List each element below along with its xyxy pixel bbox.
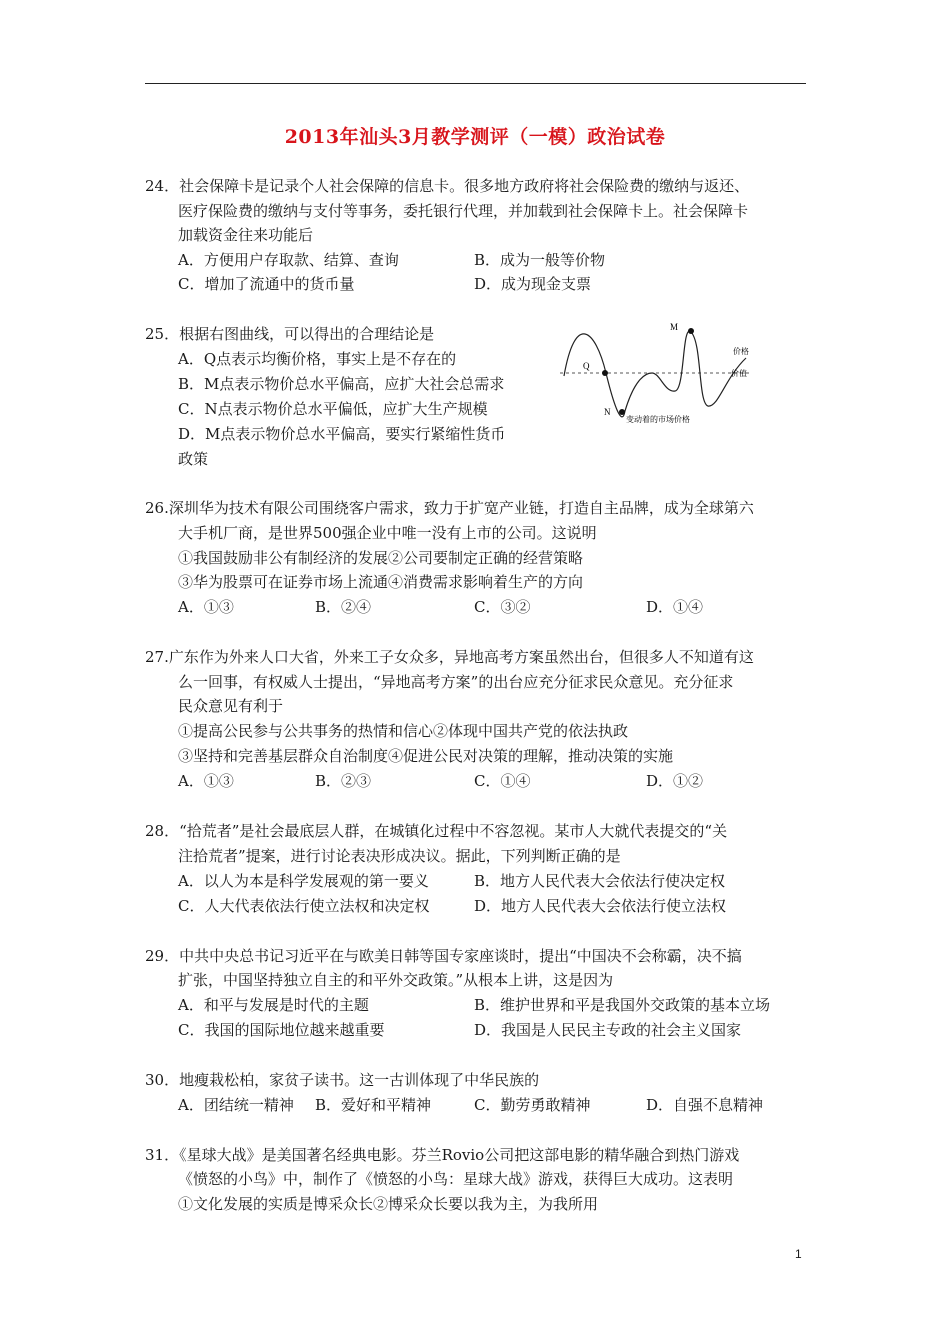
- q29-option-d: D．我国是人民民主专政的社会主义国家: [474, 1021, 742, 1039]
- q27-stem-line-1: 27.广东作为外来人口大省，外来工子女众多，异地高考方案虽然出台，但很多人不知道有这: [145, 648, 754, 666]
- q25-option-d-continued: 政策: [178, 450, 209, 468]
- q26-statements-2: ③华为股票可在证券市场上流通④消费需求影响着生产的方向: [178, 573, 584, 591]
- q24-stem-line-3: 加载资金往来功能后: [178, 226, 314, 244]
- q26-stem-line-1: 26.深圳华为技术有限公司围绕客户需求，致力于扩宽产业链，打造自主品牌，成为全球第六: [145, 499, 754, 517]
- q28-stem-line-1: 28．“拾荒者”是社会最底层人群，在城镇化过程中不容忽视。某市人大就代表提交的“关: [145, 822, 728, 840]
- q30-option-d: D．自强不息精神: [646, 1096, 764, 1114]
- point-n-label: N: [604, 407, 611, 417]
- q24-option-a: A．方便用户存取款、结算、查询: [178, 251, 399, 269]
- q30-option-b: B．爱好和平精神: [315, 1096, 432, 1114]
- q28-stem-line-2: 注拾荒者”提案，进行讨论表决形成决议。据此，下列判断正确的是: [178, 847, 621, 865]
- q25-option-a: A．Q点表示均衡价格，事实上是不存在的: [178, 350, 457, 368]
- q27-stem-line-2: 么一回事，有权威人士提出，“异地高考方案”的出台应充分征求民众意见。充分征求: [178, 673, 734, 691]
- q29-option-c: C．我国的国际地位越来越重要: [178, 1021, 385, 1039]
- market-price-figure: [550, 318, 760, 438]
- q31-stem-line-2: 《愤怒的小鸟》中，制作了《愤怒的小鸟：星球大战》游戏，获得巨大成功。这表明: [178, 1170, 734, 1188]
- q24-option-b: B．成为一般等价物: [474, 251, 606, 269]
- q29-stem-line-1: 29．中共中央总书记习近平在与欧美日韩等国专家座谈时，提出“中国决不会称霸，决不搞: [145, 947, 742, 965]
- q26-option-a: A．①③: [178, 598, 234, 616]
- q24-stem-line-1: 24．社会保障卡是记录个人社会保障的信息卡。很多地方政府将社会保险费的缴纳与返还、: [145, 177, 750, 195]
- q27-stem-line-3: 民众意见有利于: [178, 697, 284, 715]
- q26-option-d: D．①④: [646, 598, 704, 616]
- q27-statements-2: ③坚持和完善基层群众自治制度④促进公民对决策的理解，推动决策的实施: [178, 747, 674, 765]
- page-title: 2013年汕头3月教学测评（一模）政治试卷: [284, 126, 666, 148]
- q25-stem: 25．根据右图曲线，可以得出的合理结论是: [145, 325, 435, 343]
- q31-stem-line-1: 31．《星球大战》是美国著名经典电影。芬兰Rovio公司把这部电影的精华融合到热门游戏: [145, 1146, 740, 1164]
- q29-option-a: A．和平与发展是时代的主题: [178, 996, 369, 1014]
- q27-option-b: B．②③: [315, 772, 372, 790]
- q27-option-c: C．①④: [474, 772, 531, 790]
- q31-statements-1: ①文化发展的实质是博采众长②博采众长要以我为主，为我所用: [178, 1195, 599, 1213]
- q26-stem-line-2: 大手机厂商，是世界500强企业中唯一没有上市的公司。这说明: [178, 524, 597, 542]
- price-curve: [564, 331, 746, 417]
- header-rule: [145, 83, 806, 84]
- point-m-dot: [688, 328, 694, 334]
- q30-option-a: A．团结统一精神: [178, 1096, 294, 1114]
- q24-stem-line-2: 医疗保险费的缴纳与支付等事务，委托银行代理，并加载到社会保障卡上。社会保障卡: [178, 202, 749, 220]
- q24-option-c: C．增加了流通中的货币量: [178, 275, 355, 293]
- point-q-label: Q: [583, 361, 590, 371]
- q29-stem-line-2: 扩张，中国坚持独立自主的和平外交政策。”从根本上讲，这是因为: [178, 971, 614, 989]
- q28-option-d: D．地方人民代表大会依法行使立法权: [474, 897, 727, 915]
- q29-option-b: B．维护世界和平是我国外交政策的基本立场: [474, 996, 771, 1014]
- q26-option-b: B．②④: [315, 598, 372, 616]
- q28-option-b: B．地方人民代表大会依法行使决定权: [474, 872, 726, 890]
- q26-option-c: C．③②: [474, 598, 531, 616]
- price-label: 价格: [733, 347, 749, 356]
- q26-statements-1: ①我国鼓励非公有制经济的发展②公司要制定正确的经营策略: [178, 549, 584, 567]
- q24-option-d: D．成为现金支票: [474, 275, 592, 293]
- q27-statements-1: ①提高公民参与公共事务的热情和信心②体现中国共产党的依法执政: [178, 722, 629, 740]
- q27-option-a: A．①③: [178, 772, 234, 790]
- value-label: 价值: [731, 369, 747, 378]
- q25-option-d: D．M点表示物价总水平偏高，要实行紧缩性货币: [178, 425, 506, 443]
- q30-stem: 30．地瘦栽松柏，家贫子读书。这一古训体现了中华民族的: [145, 1071, 540, 1089]
- figure-caption: 变动着的市场价格: [626, 415, 690, 424]
- q28-option-c: C．人大代表依法行使立法权和决定权: [178, 897, 430, 915]
- page-number: 1: [795, 1247, 802, 1261]
- point-m-label: M: [670, 322, 679, 332]
- q30-option-c: C．勤劳勇敢精神: [474, 1096, 591, 1114]
- q28-option-a: A．以人为本是科学发展观的第一要义: [178, 872, 429, 890]
- q25-option-c: C．N点表示物价总水平偏低，应扩大生产规模: [178, 400, 488, 418]
- point-q-dot: [602, 370, 608, 376]
- q27-option-d: D．①②: [646, 772, 704, 790]
- point-n-dot: [619, 409, 625, 415]
- q25-option-b: B．M点表示物价总水平偏高，应扩大社会总需求: [178, 375, 505, 393]
